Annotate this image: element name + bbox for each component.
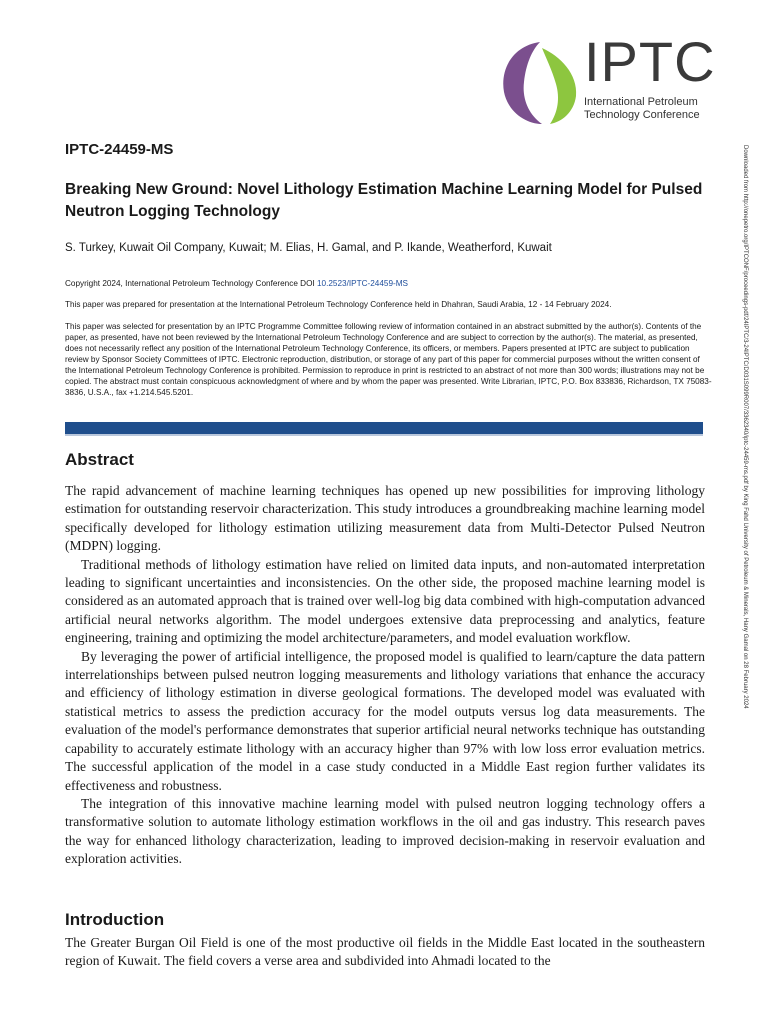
introduction-paragraph: The Greater Burgan Oil Field is one of the most productive oil fields in the Middle East located in the southeastern region of Kuwait. The field covers a verse area and subdivided into Ahmadi located to the [65,935,705,969]
abstract-heading: Abstract [65,450,134,469]
download-watermark-text: Downloaded from http://onepetro.org/IPTCONF/proceedings-pdf/24IPTC/3-24IPTC/D031S099R007/3362340/iptc-24459-ms.pdf by King Fahd University of Petroleum & Minerals, Hany Gamal on 28 February 2024 [742,145,748,709]
abstract-body [65,482,705,869]
presentation-note: This paper was prepared for presentation at the International Petroleum Technology Conference held in Dhahran, Saudi Arabia, 12 - 14 February 2024. [65,300,612,309]
introduction-heading: Introduction [65,910,165,929]
copyright-text: Copyright 2024, International Petroleum Technology Conference DOI [65,279,317,288]
iptc-logo [498,30,716,126]
logo-wordmark: IPTC [584,30,716,93]
paper-title: Breaking New Ground: Novel Lithology Estimation Machine Learning Model for Pulsed Neutron Logging Technology [65,181,703,220]
author-list: S. Turkey, Kuwait Oil Company, Kuwait; M. Elias, H. Gamal, and P. Ikande, Weatherford, Kuwait [65,242,552,254]
logo-subtitle-line-2: Technology Conference [584,109,700,121]
abstract-paragraph: By leveraging the power of artificial intelligence, the proposed model is qualified to learn/capture the data pattern interrelationships between pulsed neutron logging measurements and lithology variations that enhance the accuracy and efficiency of lithology estimation in diverse geological formations. The developed model was evaluated with statistical metrics to assess the prediction accuracy for the model outputs versus log data measurements. The evaluation of the model's performance demonstrates that superior artificial neural networks technique has outstanding capability to accurately estimate lithology with an accuracy higher than 97% with low loss error evaluation metrics. The successful application of the model in a case study conducted in a Middle East region further validates its effectiveness and robustness. [65,648,705,793]
logo-subtitle [584,96,700,122]
paper-id: IPTC-24459-MS [65,141,174,158]
doi-link[interactable]: 10.2523/IPTC-24459-MS [317,279,409,288]
abstract-paragraph: The integration of this innovative machine learning model with pulsed neutron logging technology offers a transformative solution to automate lithology estimation workflows in the oil and gas industry. This research paves the way for enhanced lithology characterization, leading to improved decision-making in reservoir evaluation and exploration activities. [65,795,705,867]
iptc-logo-icon [498,40,582,126]
introduction-body [65,934,705,971]
copyright-notice [65,278,713,289]
disclaimer: This paper was selected for presentation by an IPTC Programme Committee following review of information contained in an abstract submitted by the author(s). Contents of the paper, as presented, have not been reviewed by the International Petroleum Technology Conference and are subject to correction by the author(s). The material, as presented, does not necessarily reflect any position of the International Petroleum Technology Conference, its officers, or members. Papers presented at IPTC are subject to publication review by Sponsor Society Committees of IPTC. Electronic reproduction, distribution, or storage of any part of this paper for commercial purposes without the written consent of the International Petroleum Technology Conference is prohibited. Permission to reproduce in print is restricted to an abstract of not more than 300 words; illustrations may not be copied. The abstract must contain conspicuous acknowledgment of where and by whom the paper was presented. Write Librarian, IPTC, P.O. Box 833836, Richardson, TX 75083-3836, U.S.A., fax +1.214.545.5201. [65,322,712,397]
abstract-paragraph: The rapid advancement of machine learning techniques has opened up new possibilities for improving lithology estimation for outstanding reservoir characterization. This study introduces a groundbreaking machine learning model specifically developed for lithology estimation utilizing measurement data from Multi-Detector Pulsed Neutron (MDPN) logging. [65,483,705,554]
download-watermark [738,145,750,875]
section-divider [65,422,703,436]
logo-subtitle-line-1: International Petroleum [584,96,698,108]
abstract-paragraph: Traditional methods of lithology estimation have relied on limited data inputs, and non-automated interpretation leading to significant uncertainties and inconsistencies. On the other side, the proposed machine learning model is considered as an automated approach that is trained over well-log big data combined with high-computation advanced artificial neural networks algorithm. The model undergoes extensive data preprocessing and analytics, feature engineering, training and optimizing the model architecture/parameters, and model evaluation workflow. [65,556,705,646]
